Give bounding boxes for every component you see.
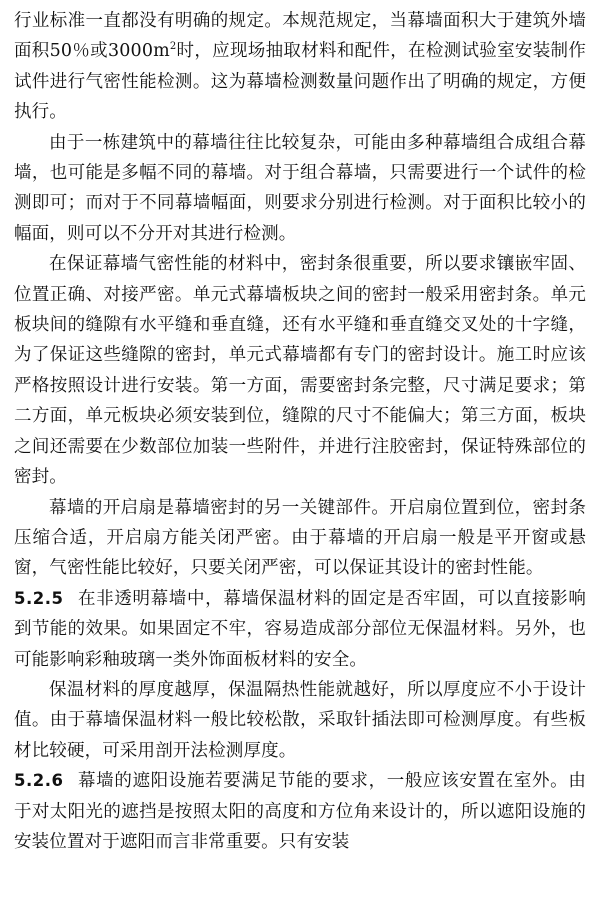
clause-number: 5.2.5: [14, 588, 64, 608]
paragraph-insulation-thickness: 保温材料的厚度越厚，保温隔热性能就越好，所以厚度应不小于设计值。由于幕墙保温材料一般比较松散，采取针插法即可检测厚度。有些板材比较硬，可采用剖开法检测厚度。: [14, 679, 586, 761]
paragraph-combined-curtain-wall: 由于一栋建筑中的幕墙往往比较复杂，可能由多种幕墙组合成组合幕墙，也可能是多幅不同的幕墙。对于组合幕墙，只需要进行一个试件的检测即可；而对于不同幕墙幅面，则要求分别进行检测。对于面积比较小的幅面，则可以不分开对其进行检测。: [14, 132, 586, 244]
paragraph-text: 行业标准一直都没有明确的规定。本规范规定，当幕墙面积大于建筑外墙面积50％或3000m: [14, 11, 586, 62]
paragraph-continued: [14, 6, 586, 128]
clause-5-2-5: [14, 584, 586, 675]
clause-number: 5.2.6: [14, 771, 64, 791]
clause-text: 幕墙的遮阳设施若要满足节能的要求，一般应该安置在室外。由于对太阳光的遮挡是按照太阳的高度和方位角来设计的，所以遮阳设施的安装位置对于遮阳而言非常重要。只有安装: [14, 771, 586, 852]
clause-5-2-6: [14, 766, 586, 857]
clause-text: 在非透明幕墙中，幕墙保温材料的固定是否牢固，可以直接影响到节能的效果。如果固定不牢，容易造成部分部位无保温材料。另外，也可能影响彩釉玻璃一类外饰面板材料的安全。: [14, 588, 586, 670]
paragraph-sealing-strips: 在保证幕墙气密性能的材料中，密封条很重要，所以要求镶嵌牢固、位置正确、对接严密。单元式幕墙板块之间的密封一般采用密封条。单元板块间的缝隙有水平缝和垂直缝，还有水平缝和垂直缝交叉处的十字缝，为了保证这些缝隙的密封，单元式幕墙都有专门的密封设计。施工时应该严格按照设计进行安装。第一方面，需要密封条完整，尺寸满足要求；第二方面，单元板块必须安装到位，缝隙的尺寸不能偏大；第三方面，板块之间还需要在少数部位加装一些附件，并进行注胶密封，保证特殊部位的密封。: [14, 254, 586, 488]
paragraph-text: 时，应现场抽取材料和配件，在检测试验室安装制作试件进行气密性能检测。这为幕墙检测数量问题作出了明确的规定，方便执行。: [14, 41, 586, 123]
superscript-exponent: 2: [169, 41, 177, 53]
paragraph-opening-sash: 幕墙的开启扇是幕墙密封的另一关键部件。开启扇位置到位，密封条压缩合适，开启扇方能关闭严密。由于幕墙的开启扇一般是平开窗或悬窗，气密性能比较好，只要关闭严密，可以保证其设计的密封性能。: [14, 497, 586, 579]
document-page: [14, 6, 586, 857]
